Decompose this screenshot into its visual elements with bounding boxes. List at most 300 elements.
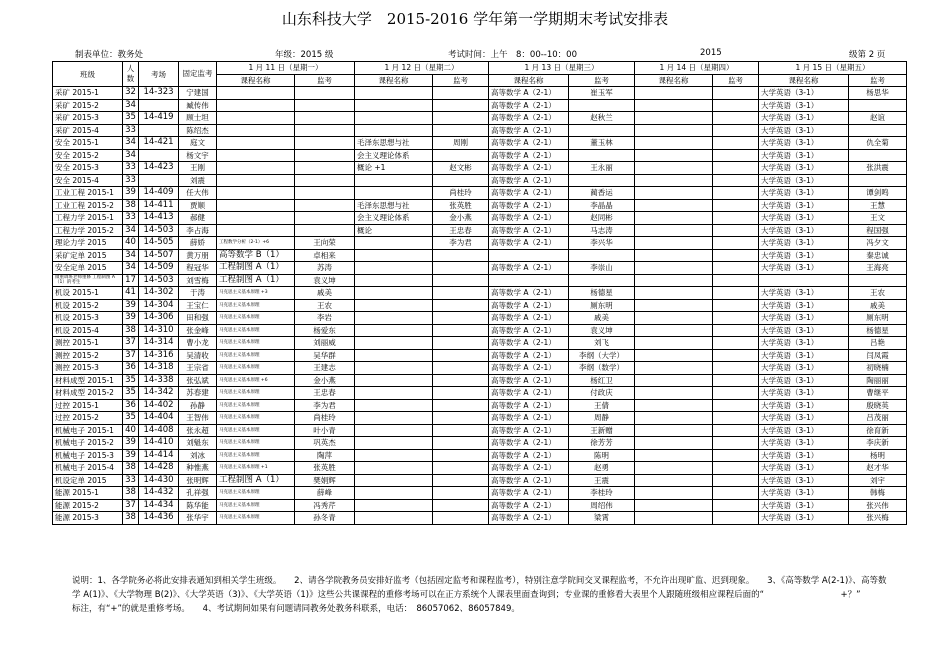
d1-proctor-cell: [295, 187, 355, 200]
header-day-2: 1 月 12 日（星期二）: [355, 62, 489, 75]
d5-proctor-cell: 张洪震: [849, 162, 907, 175]
d5-course-cell: 大学英语（3-1）: [759, 324, 849, 337]
d2-course-cell: 毛泽东思想与社: [355, 137, 433, 150]
header-day-4: 1 月 14 日（星期四）: [635, 62, 759, 75]
d4-course-cell: [635, 212, 713, 225]
d3-course-cell: 高等数学 A（2-1）: [489, 437, 569, 450]
table-row: [53, 112, 907, 125]
d3-proctor-cell: [569, 124, 635, 137]
d4-course-cell: [635, 312, 713, 325]
d1-course-cell: 马克思主义基本原理: [217, 449, 295, 462]
fixed-proctor-cell: 陈华能: [179, 499, 217, 512]
d1-course-cell: 马克思主义基本原理: [217, 312, 295, 325]
count-cell: 35: [123, 387, 139, 400]
d4-proctor-cell: [713, 349, 759, 362]
d4-course-cell: [635, 449, 713, 462]
d5-course-cell: 大学英语（3-1）: [759, 424, 849, 437]
d1-proctor-cell: 王农: [295, 299, 355, 312]
d2-proctor-cell: [433, 112, 489, 125]
class-cell: 理论力学 2015: [53, 237, 123, 250]
d2-course-cell: [355, 187, 433, 200]
d4-course-cell: [635, 487, 713, 500]
d3-course-cell: 高等数学 A（2-1）: [489, 362, 569, 375]
header-fixed-proctor: 固定监考: [179, 62, 217, 87]
fixed-proctor-cell: 薛娇: [179, 237, 217, 250]
table-row: [53, 499, 907, 512]
d2-course-cell: [355, 349, 433, 362]
d1-course-cell: 工程制图 A（1）: [217, 262, 295, 275]
d2-proctor-cell: [433, 437, 489, 450]
d4-course-cell: [635, 187, 713, 200]
d2-proctor-cell: [433, 487, 489, 500]
d4-proctor-cell: [713, 324, 759, 337]
d4-course-cell: [635, 249, 713, 262]
d4-course-cell: [635, 149, 713, 162]
d3-course-cell: 高等数学 A（2-1）: [489, 149, 569, 162]
count-cell: 33: [123, 124, 139, 137]
d2-course-cell: [355, 237, 433, 250]
header-course-name: 课程名称: [759, 74, 849, 87]
d3-course-cell: 高等数学 A（2-1）: [489, 224, 569, 237]
header-day-5: 1 月 15 日（星期五）: [759, 62, 907, 75]
d3-course-cell: 高等数学 A（2-1）: [489, 374, 569, 387]
d1-course-cell: 工程制图 A（1）: [217, 274, 295, 287]
d4-proctor-cell: [713, 462, 759, 475]
d5-proctor-cell: 杨思华: [849, 87, 907, 100]
notes: [72, 574, 902, 616]
d2-course-cell: [355, 437, 433, 450]
table-row: [53, 237, 907, 250]
d1-course-cell: 马克思主义基本原理: [217, 349, 295, 362]
d5-course-cell: 大学英语（3-1）: [759, 174, 849, 187]
d2-course-cell: [355, 324, 433, 337]
header-room: 考场: [139, 62, 179, 87]
d2-course-cell: [355, 337, 433, 350]
d1-course-cell: 高等数学 B（1）: [217, 249, 295, 262]
room-cell: 14-404: [139, 412, 179, 425]
d2-course-cell: [355, 312, 433, 325]
d3-proctor-cell: 崔玉军: [569, 87, 635, 100]
d4-course-cell: [635, 287, 713, 300]
d5-course-cell: 大学英语（3-1）: [759, 237, 849, 250]
count-cell: 33: [123, 212, 139, 225]
d3-course-cell: 高等数学 A（2-1）: [489, 337, 569, 350]
d1-proctor-cell: [295, 137, 355, 150]
d2-proctor-cell: [433, 462, 489, 475]
note-line: 标注，有“+”的就是重修考场。 4、考试期间如果有问题请同教务处教务科联系，电话： 86057062、86057849。: [72, 604, 520, 614]
d2-proctor-cell: [433, 299, 489, 312]
table-row: [53, 137, 907, 150]
d1-course-cell: 工程数学分析（2-1）+6: [217, 237, 295, 250]
d1-proctor-cell: 冯秀芹: [295, 499, 355, 512]
d3-proctor-cell: 刘飞: [569, 337, 635, 350]
d5-course-cell: 大学英语（3-1）: [759, 224, 849, 237]
count-cell: 35: [123, 374, 139, 387]
class-cell: 工程力学 2015-1: [53, 212, 123, 225]
fixed-proctor-cell: 刘冰: [179, 449, 217, 462]
d3-proctor-cell: 王新赠: [569, 424, 635, 437]
class-cell: 机设 2015-2: [53, 299, 123, 312]
fixed-proctor-cell: 庭文: [179, 137, 217, 150]
d1-proctor-cell: [295, 124, 355, 137]
d2-proctor-cell: 周刚: [433, 137, 489, 150]
d4-course-cell: [635, 124, 713, 137]
room-cell: 14-318: [139, 362, 179, 375]
header-proctor: 监考: [295, 74, 355, 87]
header-day-1: 1 月 11 日（星期一）: [217, 62, 355, 75]
room-cell: 14-423: [139, 162, 179, 175]
d1-proctor-cell: 卓相来: [295, 249, 355, 262]
table-row: [53, 312, 907, 325]
d1-proctor-cell: [295, 224, 355, 237]
d2-proctor-cell: [433, 149, 489, 162]
d3-proctor-cell: [569, 99, 635, 112]
d5-course-cell: 大学英语（3-1）: [759, 437, 849, 450]
d4-proctor-cell: [713, 312, 759, 325]
fixed-proctor-cell: 种惟燕: [179, 462, 217, 475]
d1-course-cell: 马克思主义基本原理: [217, 412, 295, 425]
meta-time: 考试时间：上午 8：00--10：00: [448, 50, 577, 60]
room-cell: 14-304: [139, 299, 179, 312]
room-cell: 14-411: [139, 199, 179, 212]
d4-course-cell: [635, 424, 713, 437]
d5-course-cell: 大学英语（3-1）: [759, 512, 849, 525]
class-cell: 机设 2015-3: [53, 312, 123, 325]
count-cell: 38: [123, 324, 139, 337]
d1-proctor-cell: [295, 199, 355, 212]
d3-course-cell: 高等数学 A（2-1）: [489, 512, 569, 525]
room-cell: 14-306: [139, 312, 179, 325]
d4-proctor-cell: [713, 399, 759, 412]
d2-course-cell: 概论 +1: [355, 162, 433, 175]
class-cell: 安全 2015-4: [53, 174, 123, 187]
count-cell: 40: [123, 237, 139, 250]
count-cell: 38: [123, 199, 139, 212]
table-row: [53, 399, 907, 412]
d4-course-cell: [635, 274, 713, 287]
table-row: [53, 99, 907, 112]
d4-proctor-cell: [713, 212, 759, 225]
class-cell: 材料成型 2015-1: [53, 374, 123, 387]
class-cell: 机设 2015-4: [53, 324, 123, 337]
d4-course-cell: [635, 337, 713, 350]
d2-course-cell: [355, 274, 433, 287]
d1-course-cell: 马克思主义基本原理: [217, 499, 295, 512]
d3-proctor-cell: 董玉林: [569, 137, 635, 150]
d4-proctor-cell: [713, 124, 759, 137]
class-cell: 机械电子 2015-3: [53, 449, 123, 462]
count-cell: 33: [123, 174, 139, 187]
d3-course-cell: 高等数学 A（2-1）: [489, 137, 569, 150]
table-row: [53, 362, 907, 375]
class-cell: 安全 2015-3: [53, 162, 123, 175]
room-cell: 14-507: [139, 249, 179, 262]
d5-proctor-cell: 王文: [849, 212, 907, 225]
fixed-proctor-cell: 孙静: [179, 399, 217, 412]
fixed-proctor-cell: 杨文宇: [179, 149, 217, 162]
d4-proctor-cell: [713, 199, 759, 212]
d1-course-cell: 马克思主义基本原理: [217, 399, 295, 412]
fixed-proctor-cell: 张金峰: [179, 324, 217, 337]
d3-course-cell: 高等数学 A（2-1）: [489, 312, 569, 325]
d1-course-cell: 马克思主义基本原理: [217, 324, 295, 337]
d3-proctor-cell: 李桂玲: [569, 487, 635, 500]
meta-bar: [0, 48, 950, 62]
d1-proctor-cell: [295, 112, 355, 125]
d2-proctor-cell: [433, 399, 489, 412]
d3-course-cell: 高等数学 A（2-1）: [489, 287, 569, 300]
room-cell: 14-432: [139, 487, 179, 500]
meta-page: 级第 2 页: [849, 50, 886, 60]
d3-proctor-cell: 厕东明: [569, 299, 635, 312]
d5-proctor-cell: 杨德星: [849, 324, 907, 337]
d2-course-cell: [355, 262, 433, 275]
table-row: [53, 149, 907, 162]
room-cell: 14-314: [139, 337, 179, 350]
d1-course-cell: 马克思主义基本原理 +6: [217, 374, 295, 387]
class-cell: 工程力学 2015-2: [53, 224, 123, 237]
d2-course-cell: 毛泽东思想与社: [355, 199, 433, 212]
d1-proctor-cell: 王建志: [295, 362, 355, 375]
d5-course-cell: 大学英语（3-1）: [759, 199, 849, 212]
d1-proctor-cell: 刘丽威: [295, 337, 355, 350]
fixed-proctor-cell: 陈绍杰: [179, 124, 217, 137]
d5-proctor-cell: 冯夕文: [849, 237, 907, 250]
d3-proctor-cell: 杨红卫: [569, 374, 635, 387]
d5-course-cell: 大学英语（3-1）: [759, 99, 849, 112]
d3-proctor-cell: 袁义坤: [569, 324, 635, 337]
d2-proctor-cell: [433, 362, 489, 375]
fixed-proctor-cell: 张华宇: [179, 512, 217, 525]
d4-proctor-cell: [713, 137, 759, 150]
d2-course-cell: [355, 512, 433, 525]
d1-proctor-cell: [295, 149, 355, 162]
d4-course-cell: [635, 362, 713, 375]
d5-course-cell: 大学英语（3-1）: [759, 249, 849, 262]
d3-proctor-cell: 马志涛: [569, 224, 635, 237]
d5-course-cell: 大学英语（3-1）: [759, 299, 849, 312]
d4-course-cell: [635, 374, 713, 387]
d1-proctor-cell: 李为君: [295, 399, 355, 412]
room-cell: 14-409: [139, 187, 179, 200]
room-cell: 14-509: [139, 262, 179, 275]
d5-proctor-cell: 程国强: [849, 224, 907, 237]
room-cell: [139, 124, 179, 137]
d2-course-cell: [355, 424, 433, 437]
d1-course-cell: [217, 124, 295, 137]
d4-proctor-cell: [713, 374, 759, 387]
d1-course-cell: [217, 99, 295, 112]
d2-proctor-cell: [433, 499, 489, 512]
room-cell: 14-408: [139, 424, 179, 437]
class-cell: 工业工程 2015-1: [53, 187, 123, 200]
d1-course-cell: 马克思主义基本原理: [217, 362, 295, 375]
d5-proctor-cell: 杨明: [849, 449, 907, 462]
header-course-name: 课程名称: [635, 74, 713, 87]
d3-course-cell: 高等数学 A（2-1）: [489, 262, 569, 275]
d4-course-cell: [635, 512, 713, 525]
room-cell: 14-338: [139, 374, 179, 387]
d2-course-cell: 会主义理论体系: [355, 149, 433, 162]
d1-course-cell: 马克思主义基本原理 +1: [217, 462, 295, 475]
room-cell: 14-428: [139, 462, 179, 475]
d1-course-cell: 马克思主义基本原理 +3: [217, 287, 295, 300]
header-day-3: 1 月 13 日（星期三）: [489, 62, 635, 75]
d2-proctor-cell: [433, 274, 489, 287]
d1-proctor-cell: 戚美: [295, 287, 355, 300]
d4-proctor-cell: [713, 224, 759, 237]
room-cell: [139, 99, 179, 112]
count-cell: 33: [123, 474, 139, 487]
d5-proctor-cell: [849, 149, 907, 162]
d1-course-cell: [217, 199, 295, 212]
d3-proctor-cell: 周静: [569, 412, 635, 425]
d5-proctor-cell: 徐育新: [849, 424, 907, 437]
d3-proctor-cell: [569, 274, 635, 287]
d4-proctor-cell: [713, 412, 759, 425]
class-cell: 能源 2015-1: [53, 487, 123, 500]
fixed-proctor-cell: 田和强: [179, 312, 217, 325]
d5-course-cell: 大学英语（3-1）: [759, 387, 849, 400]
class-cell: 机设定单 2015: [53, 474, 123, 487]
d5-course-cell: 大学英语（3-1）: [759, 374, 849, 387]
d2-course-cell: [355, 99, 433, 112]
table-row: [53, 224, 907, 237]
d3-proctor-cell: 戚美: [569, 312, 635, 325]
d4-course-cell: [635, 324, 713, 337]
count-cell: 40: [123, 424, 139, 437]
d5-proctor-cell: 闫凤霞: [849, 349, 907, 362]
d2-proctor-cell: [433, 374, 489, 387]
table-header: [53, 62, 907, 87]
room-cell: 14-434: [139, 499, 179, 512]
d2-course-cell: [355, 449, 433, 462]
d2-proctor-cell: 王忠春: [433, 224, 489, 237]
d3-course-cell: 高等数学 A（2-1）: [489, 174, 569, 187]
meta-unit: 制表单位：教务处: [75, 50, 144, 60]
count-cell: 34: [123, 99, 139, 112]
count-cell: 39: [123, 312, 139, 325]
fixed-proctor-cell: 吴清收: [179, 349, 217, 362]
d2-course-cell: [355, 87, 433, 100]
count-cell: 35: [123, 112, 139, 125]
class-cell: 采矿 2015-1: [53, 87, 123, 100]
d4-proctor-cell: [713, 187, 759, 200]
fixed-proctor-cell: 李占海: [179, 224, 217, 237]
d4-course-cell: [635, 112, 713, 125]
d2-course-cell: [355, 374, 433, 387]
d5-proctor-cell: 吕茂丽: [849, 412, 907, 425]
room-cell: 14-316: [139, 349, 179, 362]
room-cell: 14-323: [139, 87, 179, 100]
d2-proctor-cell: [433, 349, 489, 362]
table-row: [53, 462, 907, 475]
d3-course-cell: 高等数学 A（2-1）: [489, 487, 569, 500]
count-cell: 35: [123, 412, 139, 425]
d2-course-cell: [355, 499, 433, 512]
class-cell: 安全 2015-1: [53, 137, 123, 150]
room-cell: 14-342: [139, 387, 179, 400]
table-row: [53, 262, 907, 275]
d5-proctor-cell: 厕东明: [849, 312, 907, 325]
d3-course-cell: 高等数学 A（2-1）: [489, 299, 569, 312]
d5-course-cell: 大学英语（3-1）: [759, 187, 849, 200]
d3-course-cell: 高等数学 A（2-1）: [489, 237, 569, 250]
d1-course-cell: [217, 137, 295, 150]
header-course-name: 课程名称: [489, 74, 569, 87]
d3-course-cell: 高等数学 A（2-1）: [489, 187, 569, 200]
d4-proctor-cell: [713, 112, 759, 125]
d5-proctor-cell: 赵谊: [849, 112, 907, 125]
table-row: [53, 474, 907, 487]
class-cell: 采矿定单 2015: [53, 249, 123, 262]
d2-proctor-cell: 尚桂玲: [433, 187, 489, 200]
d5-proctor-cell: 殷晓英: [849, 399, 907, 412]
d2-proctor-cell: [433, 512, 489, 525]
table-row: [53, 174, 907, 187]
table-row: [53, 412, 907, 425]
d2-course-cell: [355, 124, 433, 137]
d1-proctor-cell: 薛峰: [295, 487, 355, 500]
d2-course-cell: [355, 474, 433, 487]
d3-proctor-cell: 李纲（大学）: [569, 349, 635, 362]
d4-course-cell: [635, 137, 713, 150]
d4-proctor-cell: [713, 274, 759, 287]
table-row: [53, 324, 907, 337]
table-row: [53, 199, 907, 212]
table-row: [53, 387, 907, 400]
table-row: [53, 512, 907, 525]
fixed-proctor-cell: 张明辉: [179, 474, 217, 487]
d5-course-cell: 大学英语（3-1）: [759, 149, 849, 162]
d4-course-cell: [635, 224, 713, 237]
fixed-proctor-cell: 苏春建: [179, 387, 217, 400]
d2-course-cell: [355, 362, 433, 375]
d5-course-cell: 大学英语（3-1）: [759, 262, 849, 275]
class-cell: 机设 2015-1: [53, 287, 123, 300]
d1-course-cell: 马克思主义基本原理: [217, 437, 295, 450]
d5-proctor-cell: 陶丽丽: [849, 374, 907, 387]
d5-proctor-cell: [849, 274, 907, 287]
d2-proctor-cell: 金小燕: [433, 212, 489, 225]
room-cell: 14-302: [139, 287, 179, 300]
d5-course-cell: 大学英语（3-1）: [759, 212, 849, 225]
d1-course-cell: [217, 212, 295, 225]
d2-course-cell: 会主义理论体系: [355, 212, 433, 225]
d2-proctor-cell: 李为君: [433, 237, 489, 250]
count-cell: 39: [123, 437, 139, 450]
d2-proctor-cell: 赵文彬: [433, 162, 489, 175]
d3-proctor-cell: 周绍伟: [569, 499, 635, 512]
d5-proctor-cell: 王海亮: [849, 262, 907, 275]
d4-proctor-cell: [713, 237, 759, 250]
d3-course-cell: 高等数学 A（2-1）: [489, 212, 569, 225]
d3-course-cell: 高等数学 A（2-1）: [489, 124, 569, 137]
d5-course-cell: 大学英语（3-1）: [759, 462, 849, 475]
d5-proctor-cell: 吕艳: [849, 337, 907, 350]
d1-proctor-cell: [295, 87, 355, 100]
d4-proctor-cell: [713, 449, 759, 462]
room-cell: 14-419: [139, 112, 179, 125]
d5-course-cell: 大学英语（3-1）: [759, 362, 849, 375]
fixed-proctor-cell: 王宝仁: [179, 299, 217, 312]
d5-proctor-cell: 戚美: [849, 299, 907, 312]
d5-proctor-cell: 王慧: [849, 199, 907, 212]
d1-proctor-cell: 张英胜: [295, 462, 355, 475]
count-cell: 36: [123, 362, 139, 375]
d3-proctor-cell: [569, 174, 635, 187]
d5-course-cell: 大学英语（3-1）: [759, 449, 849, 462]
